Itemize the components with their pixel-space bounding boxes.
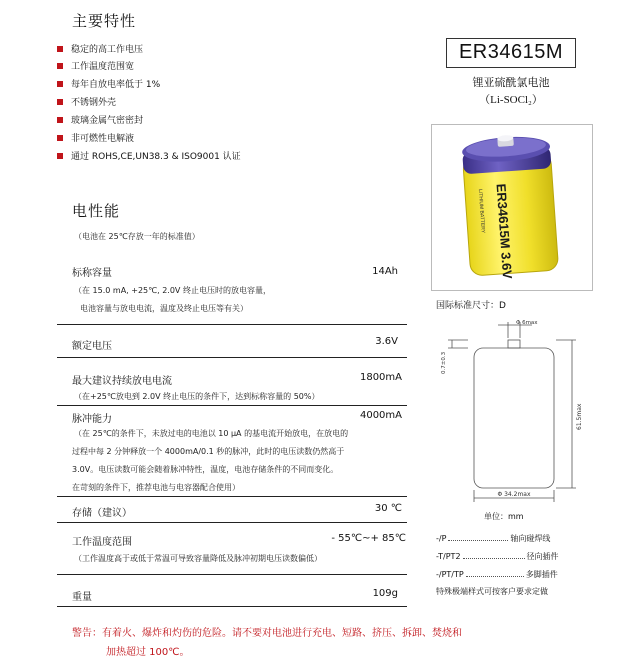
battery-photo (431, 124, 593, 291)
option-row: -T/PT2 径向插件 (436, 552, 559, 561)
bullet-icon (57, 99, 63, 105)
max-current-note: （在+25℃放电到 2.0V 终止电压的条件下，达到标称容量的 50%） (74, 392, 320, 401)
warning-text: 加热超过 100℃。 (106, 647, 190, 658)
bullet-icon (57, 153, 63, 159)
temp-range-value: - 55℃~+ 85℃ (331, 533, 406, 544)
bullet-icon (57, 46, 63, 52)
dim-terminal: Φ 6max (516, 320, 538, 326)
feature-item: 稳定的高工作电压 (57, 42, 143, 55)
leader-dots (448, 540, 508, 541)
dim-height: 61.5max (576, 403, 583, 430)
storage-label: 存储（建议） (72, 508, 132, 519)
chemistry-cn: 锂亚硫酰氯电池 (472, 76, 550, 89)
weight-label: 重量 (72, 592, 92, 603)
temp-range-note: （工作温度高于或低于常温可导致容量降低及脉冲初期电压读数偏低） (74, 554, 322, 563)
nominal-capacity-note: （在 15.0 mA, +25℃, 2.0V 终止电压时的放电容量， (74, 286, 271, 295)
feature-item: 玻璃金属气密密封 (57, 113, 143, 126)
nominal-capacity-label: 标称容量 (72, 268, 112, 279)
dimension-drawing (436, 316, 596, 512)
model-number: ER34615M (446, 38, 576, 68)
bullet-icon (57, 117, 63, 123)
pulse-note-line: （在 25℃的条件下，未放过电的电池以 10 μA 的基电流开始放电，在放电的 (74, 429, 349, 438)
pulse-note-line: 3.0V。电压读数可能会随着脉冲特性，温度，电池存储条件的不同而变化。 (72, 465, 339, 474)
battery-illustration (432, 125, 592, 290)
temp-range-label: 工作温度范围 (72, 537, 132, 548)
unit-label: 单位：mm (484, 512, 524, 521)
pulse-note-line: 在苛刻的条件下，推荐电池与电容器配合使用） (72, 483, 240, 492)
feature-item: 每年自放电率低于 1% (57, 77, 160, 90)
max-current-label: 最大建议持续放电电流 (72, 376, 172, 387)
size-label: 国际标准尺寸：D (436, 301, 506, 311)
storage-value: 30 ℃ (374, 503, 402, 514)
feature-item: 通过 ROHS,CE,UN38.3 & ISO9001 认证 (57, 149, 241, 162)
electrical-note: （电池在 25℃存放一年的标准值） (74, 232, 200, 241)
rated-voltage-value: 3.6V (375, 336, 398, 347)
leader-dots (466, 576, 524, 577)
pulse-value: 4000mA (359, 410, 402, 421)
option-row: -/P 轴向碰焊线 (436, 534, 551, 543)
divider (57, 357, 407, 358)
feature-item: 工作温度范围宽 (57, 59, 134, 72)
pulse-note-line: 过程中每 2 分钟释放一个 4000mA/0.1 秒的脉冲，此时的电压读数仍然高于 (72, 447, 345, 456)
warning-text: 警告：有着火、爆炸和灼伤的危险。请不要对电池进行充电、短路、挤压、拆卸、焚烧和 (72, 628, 462, 639)
divider (57, 324, 407, 325)
battery-label-subtext: LITHIUM BATTERY (476, 188, 486, 234)
divider (57, 574, 407, 575)
feature-item: 非可燃性电解液 (57, 131, 134, 144)
dim-diameter: Φ 34.2max (497, 491, 531, 498)
divider (57, 522, 407, 523)
chemistry-en: （Li-SOCl₂） (479, 94, 543, 106)
divider (57, 496, 407, 497)
max-current-value: 1800mA (359, 372, 402, 383)
nominal-capacity-value: 14Ah (372, 266, 398, 277)
leader-dots (463, 558, 525, 559)
feature-item: 不锈钢外壳 (57, 95, 116, 108)
divider (57, 606, 407, 607)
option-row: -/PT/TP 多脚插件 (436, 570, 558, 579)
nominal-capacity-note: 电池容量与放电电流，温度及终止电压等有关） (80, 304, 248, 313)
pulse-label: 脉冲能力 (72, 414, 112, 425)
bullet-icon (57, 135, 63, 141)
weight-value: 109g (372, 588, 398, 599)
features-title: 主要特性 (72, 12, 137, 30)
divider (57, 405, 407, 406)
options-note: 特殊极端样式可按客户要求定做 (436, 587, 548, 596)
rated-voltage-label: 额定电压 (72, 341, 112, 352)
battery-label-text: ER34615M 3.6V (493, 183, 516, 280)
bullet-icon (57, 81, 63, 87)
dim-cap-height: 0.7±0.3 (441, 351, 447, 374)
electrical-title: 电性能 (72, 202, 121, 220)
bullet-icon (57, 63, 63, 69)
